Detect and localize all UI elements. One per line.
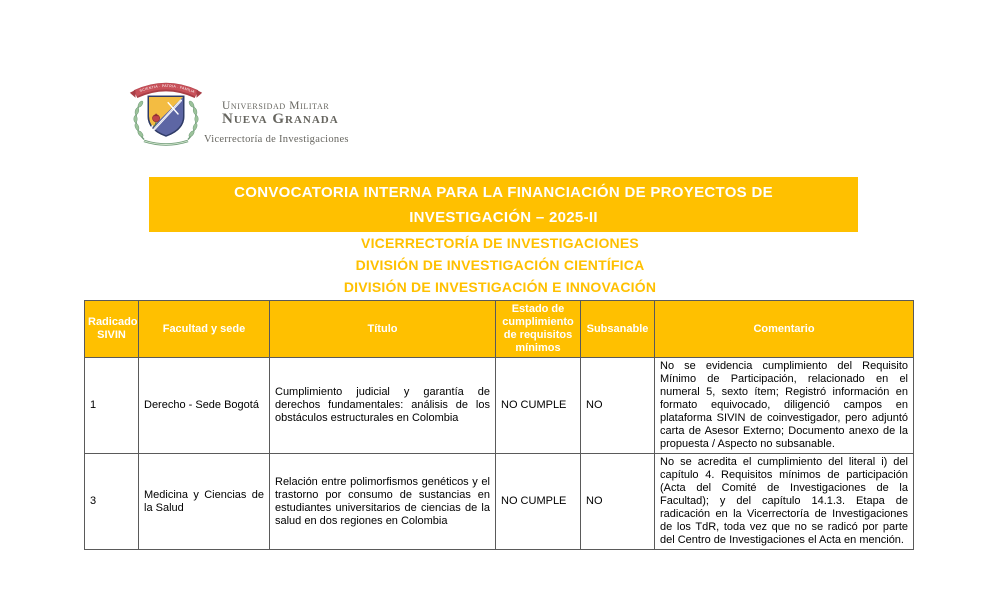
cell-facultad: Derecho - Sede Bogotá	[139, 358, 270, 454]
col-header-titulo: Título	[270, 301, 496, 358]
table-row	[85, 358, 914, 454]
university-crest-icon	[127, 78, 205, 150]
cell-subsanable: NO	[581, 358, 655, 454]
cell-estado: NO CUMPLE	[496, 358, 581, 454]
table-header-row	[85, 301, 914, 358]
banner-line2: INVESTIGACIÓN – 2025-II	[409, 209, 598, 226]
title-banner	[149, 177, 858, 232]
section-headings	[0, 232, 1000, 298]
cell-radicado: 1	[85, 358, 139, 454]
heading-division-cientifica: DIVISIÓN DE INVESTIGACIÓN CIENTÍFICA	[355, 257, 645, 273]
cell-radicado: 3	[85, 454, 139, 550]
col-header-comentario: Comentario	[655, 301, 914, 358]
cell-titulo: Cumplimiento judicial y garantía de derechos fundamentales: análisis de los obstáculos estructurales en Colombia	[270, 358, 496, 454]
cell-facultad: Medicina y Ciencias de la Salud	[139, 454, 270, 550]
crest-motto-text: SCIENTIA · PATRIA · FAMILIA	[139, 84, 196, 95]
results-table	[84, 300, 914, 550]
cell-titulo: Relación entre polimorfismos genéticos y el trastorno por consumo de sustancias en estudiantes universitarios de ciencias de la salud en dos regiones en Colombia	[270, 454, 496, 550]
heading-division-innovacion: DIVISIÓN DE INVESTIGACIÓN E INNOVACIÓN	[343, 279, 657, 295]
cell-comentario: No se evidencia cumplimiento del Requisito Mínimo de Participación, relacionado en el numeral 5, sexto ítem; Registró información en formato equivocado, diligenció campos en plataforma SIVIN de coinvestigador, pero adjuntó carta de Asesor Externo; Documento anexo de la propuesta / Aspecto no subsanable.	[655, 358, 914, 454]
cell-estado: NO CUMPLE	[496, 454, 581, 550]
col-header-radicado: Radicado SIVIN	[85, 301, 139, 358]
cell-comentario: No se acredita el cumplimiento del literal i) del capítulo 4. Requisitos mínimos de participación (Acta del Comité de Investigaciones de la Facultad); y del capítulo 14.1.3. Etapa de radicación en la Vicerrectoría de Investigaciones de los TdR, toda vez que no se radicó por parte del Centro de Investigaciones el Acta en mención.	[655, 454, 914, 550]
col-header-estado: Estado de cumplimiento de requisitos mínimos	[496, 301, 581, 358]
logo-subtitle: Vicerrectoría de Investigaciones	[204, 134, 349, 145]
table-row	[85, 454, 914, 550]
university-name	[222, 100, 339, 128]
university-name-line2: Nueva Granada	[222, 111, 339, 128]
cell-subsanable: NO	[581, 454, 655, 550]
col-header-facultad: Facultad y sede	[139, 301, 270, 358]
university-logo	[127, 74, 447, 164]
heading-vicerrectoria: VICERRECTORÍA DE INVESTIGACIONES	[361, 235, 639, 251]
university-name-line1: Universidad Militar	[222, 100, 330, 112]
banner-line1: CONVOCATORIA INTERNA PARA LA FINANCIACIÓN DE PROYECTOS DE	[234, 184, 773, 201]
crest-shield-icon	[148, 96, 183, 136]
col-header-subsanable: Subsanable	[581, 301, 655, 358]
